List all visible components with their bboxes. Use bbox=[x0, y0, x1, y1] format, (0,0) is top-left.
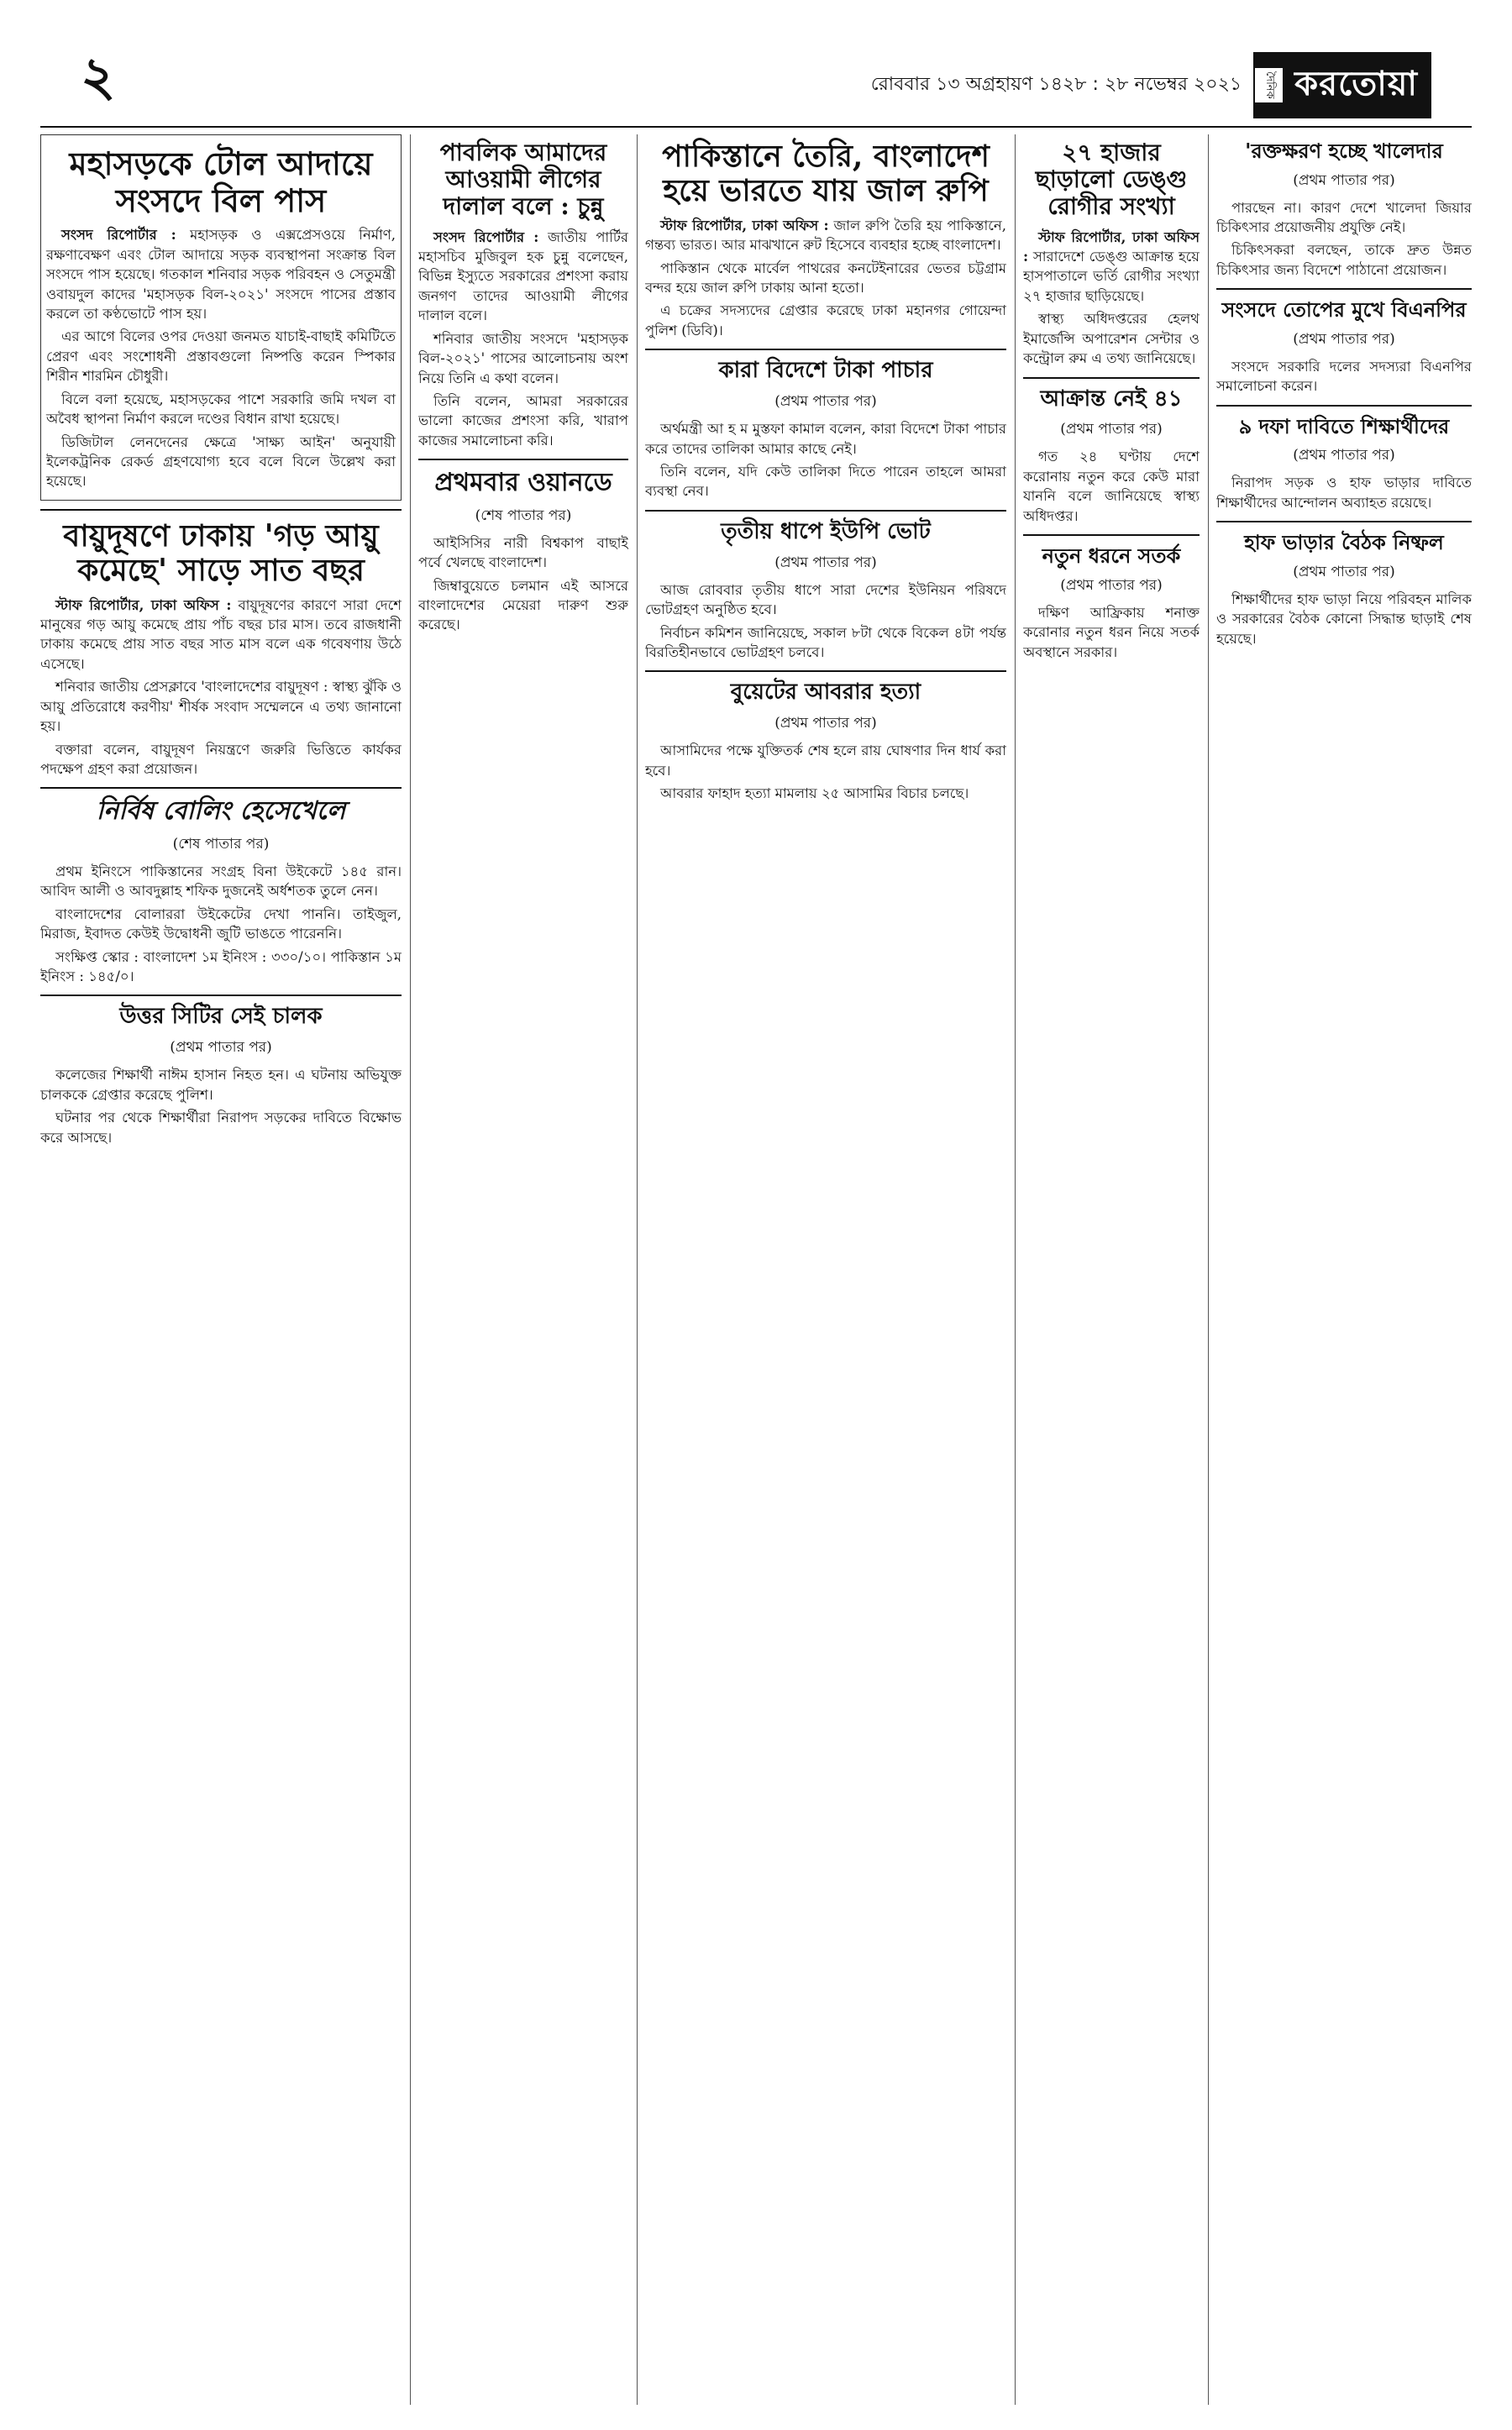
issue-date: রোববার ১৩ অগ্রহায়ণ ১৪২৮ : ২৮ নভেম্বর ২০২১ bbox=[870, 74, 1242, 95]
article-up: তৃতীয় ধাপে ইউপি ভোট (প্রথম পাতার পর) আজ রোববার তৃতীয় ধাপে সারা দেশের ইউনিয়ন পরিষদে ভোটগ্রহণ অনুষ্ঠিত হবে। নির্বাচন কমিশন জানিয়েছে, সকাল ৮টা থেকে বিকেল ৪টা পর্যন্ত বিরতিহীনভাবে ভোটগ্রহণ চলবে। bbox=[645, 518, 1006, 661]
headline-public: পাবলিক আমাদের আওয়ামী লীগের দালাল বলে : চুন্নু bbox=[439, 139, 607, 221]
headline-prison: কারা বিদেশে টাকা পাচার bbox=[718, 358, 933, 384]
masthead-right bbox=[871, 52, 1431, 118]
paper-logo bbox=[1253, 52, 1431, 118]
article-newtype: নতুন ধরনে সতর্ক (প্রথম পাতার পর) দক্ষিণ আফ্রিকায় শনাক্ত করোনার নতুন ধরন নিয়ে সতর্ক অবস্থানে সরকার। bbox=[1023, 543, 1200, 660]
masthead bbox=[40, 0, 1472, 128]
article-uttara: উত্তর সিটির সেই চালক (প্রথম পাতার পর) কলেজের শিক্ষার্থী নাঈম হাসান নিহত হন। এ ঘটনায় অভিযুক্ত চালককে গ্রেপ্তার করেছে পুলিশ। ঘটনার পর থেকে শিক্ষার্থীরা নিরাপদ সড়কের দাবিতে বিক্ষোভ করে আসছে। bbox=[40, 1004, 402, 1146]
headline-uttara: উত্তর সিটির সেই চালক bbox=[119, 1004, 323, 1030]
headline-bnp: সংসদে তোপের মুখে বিএনপির bbox=[1221, 297, 1467, 323]
paper-logo-name: করতোয়া bbox=[1294, 64, 1418, 103]
article-prison: কারা বিদেশে টাকা পাচার (প্রথম পাতার পর) অর্থমন্ত্রী আ হ ম মুস্তফা কামাল বলেন, কারা বিদেশে টাকা পাচার করে তাদের তালিকা আমার কাছে নেই। তিনি বলেন, যদি কেউ তালিকা দিতে পারেন তাহলে আমরা ব্যবস্থা নেব। bbox=[645, 358, 1006, 500]
column-4 bbox=[1023, 134, 1200, 2405]
headline-fake-rupee: পাকিস্তানে তৈরি, বাংলাদেশ হয়ে ভারতে যায় জাল রুপি bbox=[662, 139, 990, 209]
headline-cricket: নির্বিষ বোলিং হেসেখেলে bbox=[96, 796, 346, 827]
headline-dengue: ২৭ হাজার ছাড়ালো ডেঙ্গু রোগীর সংখ্যা bbox=[1035, 139, 1188, 221]
headline-up: তৃতীয় ধাপে ইউপি ভোট bbox=[721, 518, 931, 544]
columns bbox=[40, 134, 1472, 2405]
article-dengue: ২৭ হাজার ছাড়ালো ডেঙ্গু রোগীর সংখ্যা স্টাফ রিপোর্টার, ঢাকা অফিস : সারাদেশে ডেঙ্গু আক্রান্ত হয়ে হাসপাতালে ভর্তি রোগীর সংখ্যা ২৭ হাজার ছাড়িয়েছে। স্বাস্থ্য অধিদপ্তরের হেলথ ইমার্জেন্সি অপারেশন সেন্টার ও কন্ট্রোল রুম এ তথ্য জানিয়েছে। bbox=[1023, 139, 1200, 367]
article-khaleda: 'রক্তক্ষরণ হচ্ছে খালেদার (প্রথম পাতার পর) পারছেন না। কারণ দেশে খালেদা জিয়ার চিকিৎসার প্রয়োজনীয় প্রযুক্তি নেই। চিকিৎসকরা বলছেন, তাকে দ্রুত উন্নত চিকিৎসার জন্য বিদেশে পাঠানো প্রয়োজন। bbox=[1216, 139, 1472, 278]
article-cricket: নির্বিষ বোলিং হেসেখেলে (শেষ পাতার পর) প্রথম ইনিংসে পাকিস্তানের সংগ্রহ বিনা উইকেটে ১৪৫ রান। আবিদ আলী ও আবদুল্লাহ শফিক দুজনেই অর্ধশতক তুলে নেন। বাংলাদেশের বোলাররা উইকেটের দেখা পাননি। তাইজুল, মিরাজ, ইবাদত কেউই উদ্বোধনী জুটি ভাঙতে পারেননি। সংক্ষিপ্ত স্কোর : বাংলাদেশ ১ম ইনিংস : ৩৩০/১০। পাকিস্তান ১ম ইনিংস : ১৪৫/০। bbox=[40, 796, 402, 985]
article-half-fare: হাফ ভাড়ার বৈঠক নিষ্ফল (প্রথম পাতার পর) শিক্ষার্থীদের হাফ ভাড়া নিয়ে পরিবহন মালিক ও সরকারের বৈঠক কোনো সিদ্ধান্ত ছাড়াই শেষ হয়েছে। bbox=[1216, 530, 1472, 647]
column-2 bbox=[418, 134, 628, 2405]
page-number: ২ bbox=[81, 45, 116, 108]
headline-toll: মহাসড়কে টোল আদায়ে সংসদে বিল পাস bbox=[69, 144, 373, 219]
headline-buet: বুয়েটের আবরার হত্যা bbox=[730, 680, 921, 706]
article-affected: আক্রান্ত নেই ৪১ (প্রথম পাতার পর) গত ২৪ ঘণ্টায় দেশে করোনায় নতুন করে কেউ মারা যাননি বলে জানিয়েছে স্বাস্থ্য অধিদপ্তর। bbox=[1023, 386, 1200, 524]
column-3 bbox=[645, 134, 1006, 2405]
article-buet: বুয়েটের আবরার হত্যা (প্রথম পাতার পর) আসামিদের পক্ষে যুক্তিতর্ক শেষ হলে রায় ঘোষণার দিন ধার্য করা হবে। আবরার ফাহাদ হত্যা মামলায় ২৫ আসামির বিচার চলছে। bbox=[645, 680, 1006, 802]
headline-newtype: নতুন ধরনে সতর্ক bbox=[1042, 543, 1181, 569]
dateline: সংসদ রিপোর্টার : bbox=[61, 227, 176, 244]
headline-half-fare: হাফ ভাড়ার বৈঠক নিষ্ফল bbox=[1244, 530, 1444, 555]
article-fake-rupee: পাকিস্তানে তৈরি, বাংলাদেশ হয়ে ভারতে যায় জাল রুপি স্টাফ রিপোর্টার, ঢাকা অফিস : জাল রুপি তৈরি হয় পাকিস্তানে, গন্তব্য ভারত। আর মাঝখানে রুট হিসেবে ব্যবহার হচ্ছে বাংলাদেশ। পাকিস্তান থেকে মার্বেল পাথরের কনটেইনারের ভেতর চট্টগ্রাম বন্দর হয়ে জাল রুপি ঢাকায় আনা হতো। এ চক্রের সদস্যদের গ্রেপ্তার করেছে ঢাকা মহানগর গোয়েন্দা পুলিশ (ডিবি)। bbox=[645, 139, 1006, 339]
headline-air: বায়ুদূষণে ঢাকায় 'গড় আয়ু কমেছে' সাড়ে সাত বছর bbox=[63, 517, 379, 589]
article-oneday: প্রথমবার ওয়ানডে (শেষ পাতার পর) আইসিসির নারী বিশ্বকাপ বাছাই পর্বে খেলছে বাংলাদেশ। জিম্বাবুয়েতে চলমান এই আসরে বাংলাদেশের মেয়েরা দারুণ শুরু করেছে। bbox=[418, 468, 628, 633]
column-5 bbox=[1216, 134, 1472, 2405]
headline-affected: আক্রান্ত নেই ৪১ bbox=[1040, 386, 1183, 412]
headline-oneday: প্রথমবার ওয়ানডে bbox=[434, 468, 612, 498]
article-air: বায়ুদূষণে ঢাকায় 'গড় আয়ু কমেছে' সাড়ে সাত বছর স্টাফ রিপোর্টার, ঢাকা অফিস : বায়ুদূষণের কারণে সারা দেশে মানুষের গড় আয়ু কমেছে প্রায় পাঁচ বছর চার মাস। তবে রাজধানী ঢাকায় কমেছে প্রায় সাত বছর সাত মাস বলে এক গবেষণায় উঠে এসেছে। শনিবার জাতীয় প্রেসক্লাবে 'বাংলাদেশের বায়ুদূষণ : স্বাস্থ্য ঝুঁকি ও আয়ু প্রতিরোধে করণীয়' শীর্ষক সংবাদ সম্মেলনে এ তথ্য জানানো হয়। বক্তারা বলেন, বায়ুদূষণ নিয়ন্ত্রণে জরুরি ভিত্তিতে কার্যকর পদক্ষেপ গ্রহণ করা প্রয়োজন। bbox=[40, 517, 402, 778]
article-toll bbox=[40, 134, 402, 501]
column-1 bbox=[40, 134, 402, 2405]
article-body: সংসদ রিপোর্টার : মহাসড়ক ও এক্সপ্রেসওয়ে নির্মাণ, রক্ষণাবেক্ষণ এবং টোল আদায়ে সড়ক ব্যবস্থাপনা সংক্রান্ত বিল সংসদে পাস হয়েছে। গতকাল শনিবার সড়ক পরিবহন ও সেতুমন্ত্রী ওবায়দুল কাদের 'মহাসড়ক বিল-২০২১' সংসদে পাসের প্রস্তাব করলে তা কণ্ঠভোটে পাস হয়। এর আগে বিলের ওপর দেওয়া জনমত যাচাই-বাছাই কমিটিতে প্রেরণ এবং সংশোধনী প্রস্তাবগুলো নিষ্পত্তি করেন স্পিকার শিরীন শারমিন চৌধুরী। বিলে বলা হয়েছে, মহাসড়কের পাশে সরকারি জমি দখল বা অবৈধ স্থাপনা নির্মাণ করলে দণ্ডের বিধান রাখা হয়েছে। ডিজিটাল লেনদেনের ক্ষেত্রে 'সাক্ষ্য আইন' অনুযায়ী ইলেকট্রনিক রেকর্ড গ্রহণযোগ্য হবে বলে বিলে উল্লেখ করা হয়েছে। bbox=[46, 227, 396, 490]
headline-khaleda: 'রক্তক্ষরণ হচ্ছে খালেদার bbox=[1245, 139, 1443, 163]
article-public: পাবলিক আমাদের আওয়ামী লীগের দালাল বলে : চুন্নু সংসদ রিপোর্টার : জাতীয় পার্টির মহাসচিব মুজিবুল হক চুন্নু বলেছেন, বিভিন্ন ইস্যুতে সরকারের প্রশংসা করায় জনগণ তাদের আওয়ামী লীগের দালাল বলে। শনিবার জাতীয় সংসদে 'মহাসড়ক বিল-২০২১' পাসের আলোচনায় অংশ নিয়ে তিনি এ কথা বলেন। তিনি বলেন, আমরা সরকারের ভালো কাজের প্রশংসা করি, খারাপ কাজের সমালোচনা করি। bbox=[418, 139, 628, 449]
article-students: ৯ দফা দাবিতে শিক্ষার্থীদের (প্রথম পাতার পর) নিরাপদ সড়ক ও হাফ ভাড়ার দাবিতে শিক্ষার্থীদের আন্দোলন অব্যাহত রয়েছে। bbox=[1216, 413, 1472, 511]
headline-students: ৯ দফা দাবিতে শিক্ষার্থীদের bbox=[1238, 413, 1450, 438]
article-bnp: সংসদে তোপের মুখে বিএনপির (প্রথম পাতার পর) সংসদে সরকারি দলের সদস্যরা বিএনপির সমালোচনা করেন। bbox=[1216, 297, 1472, 395]
paper-logo-small: দৈনিক bbox=[1255, 68, 1283, 102]
